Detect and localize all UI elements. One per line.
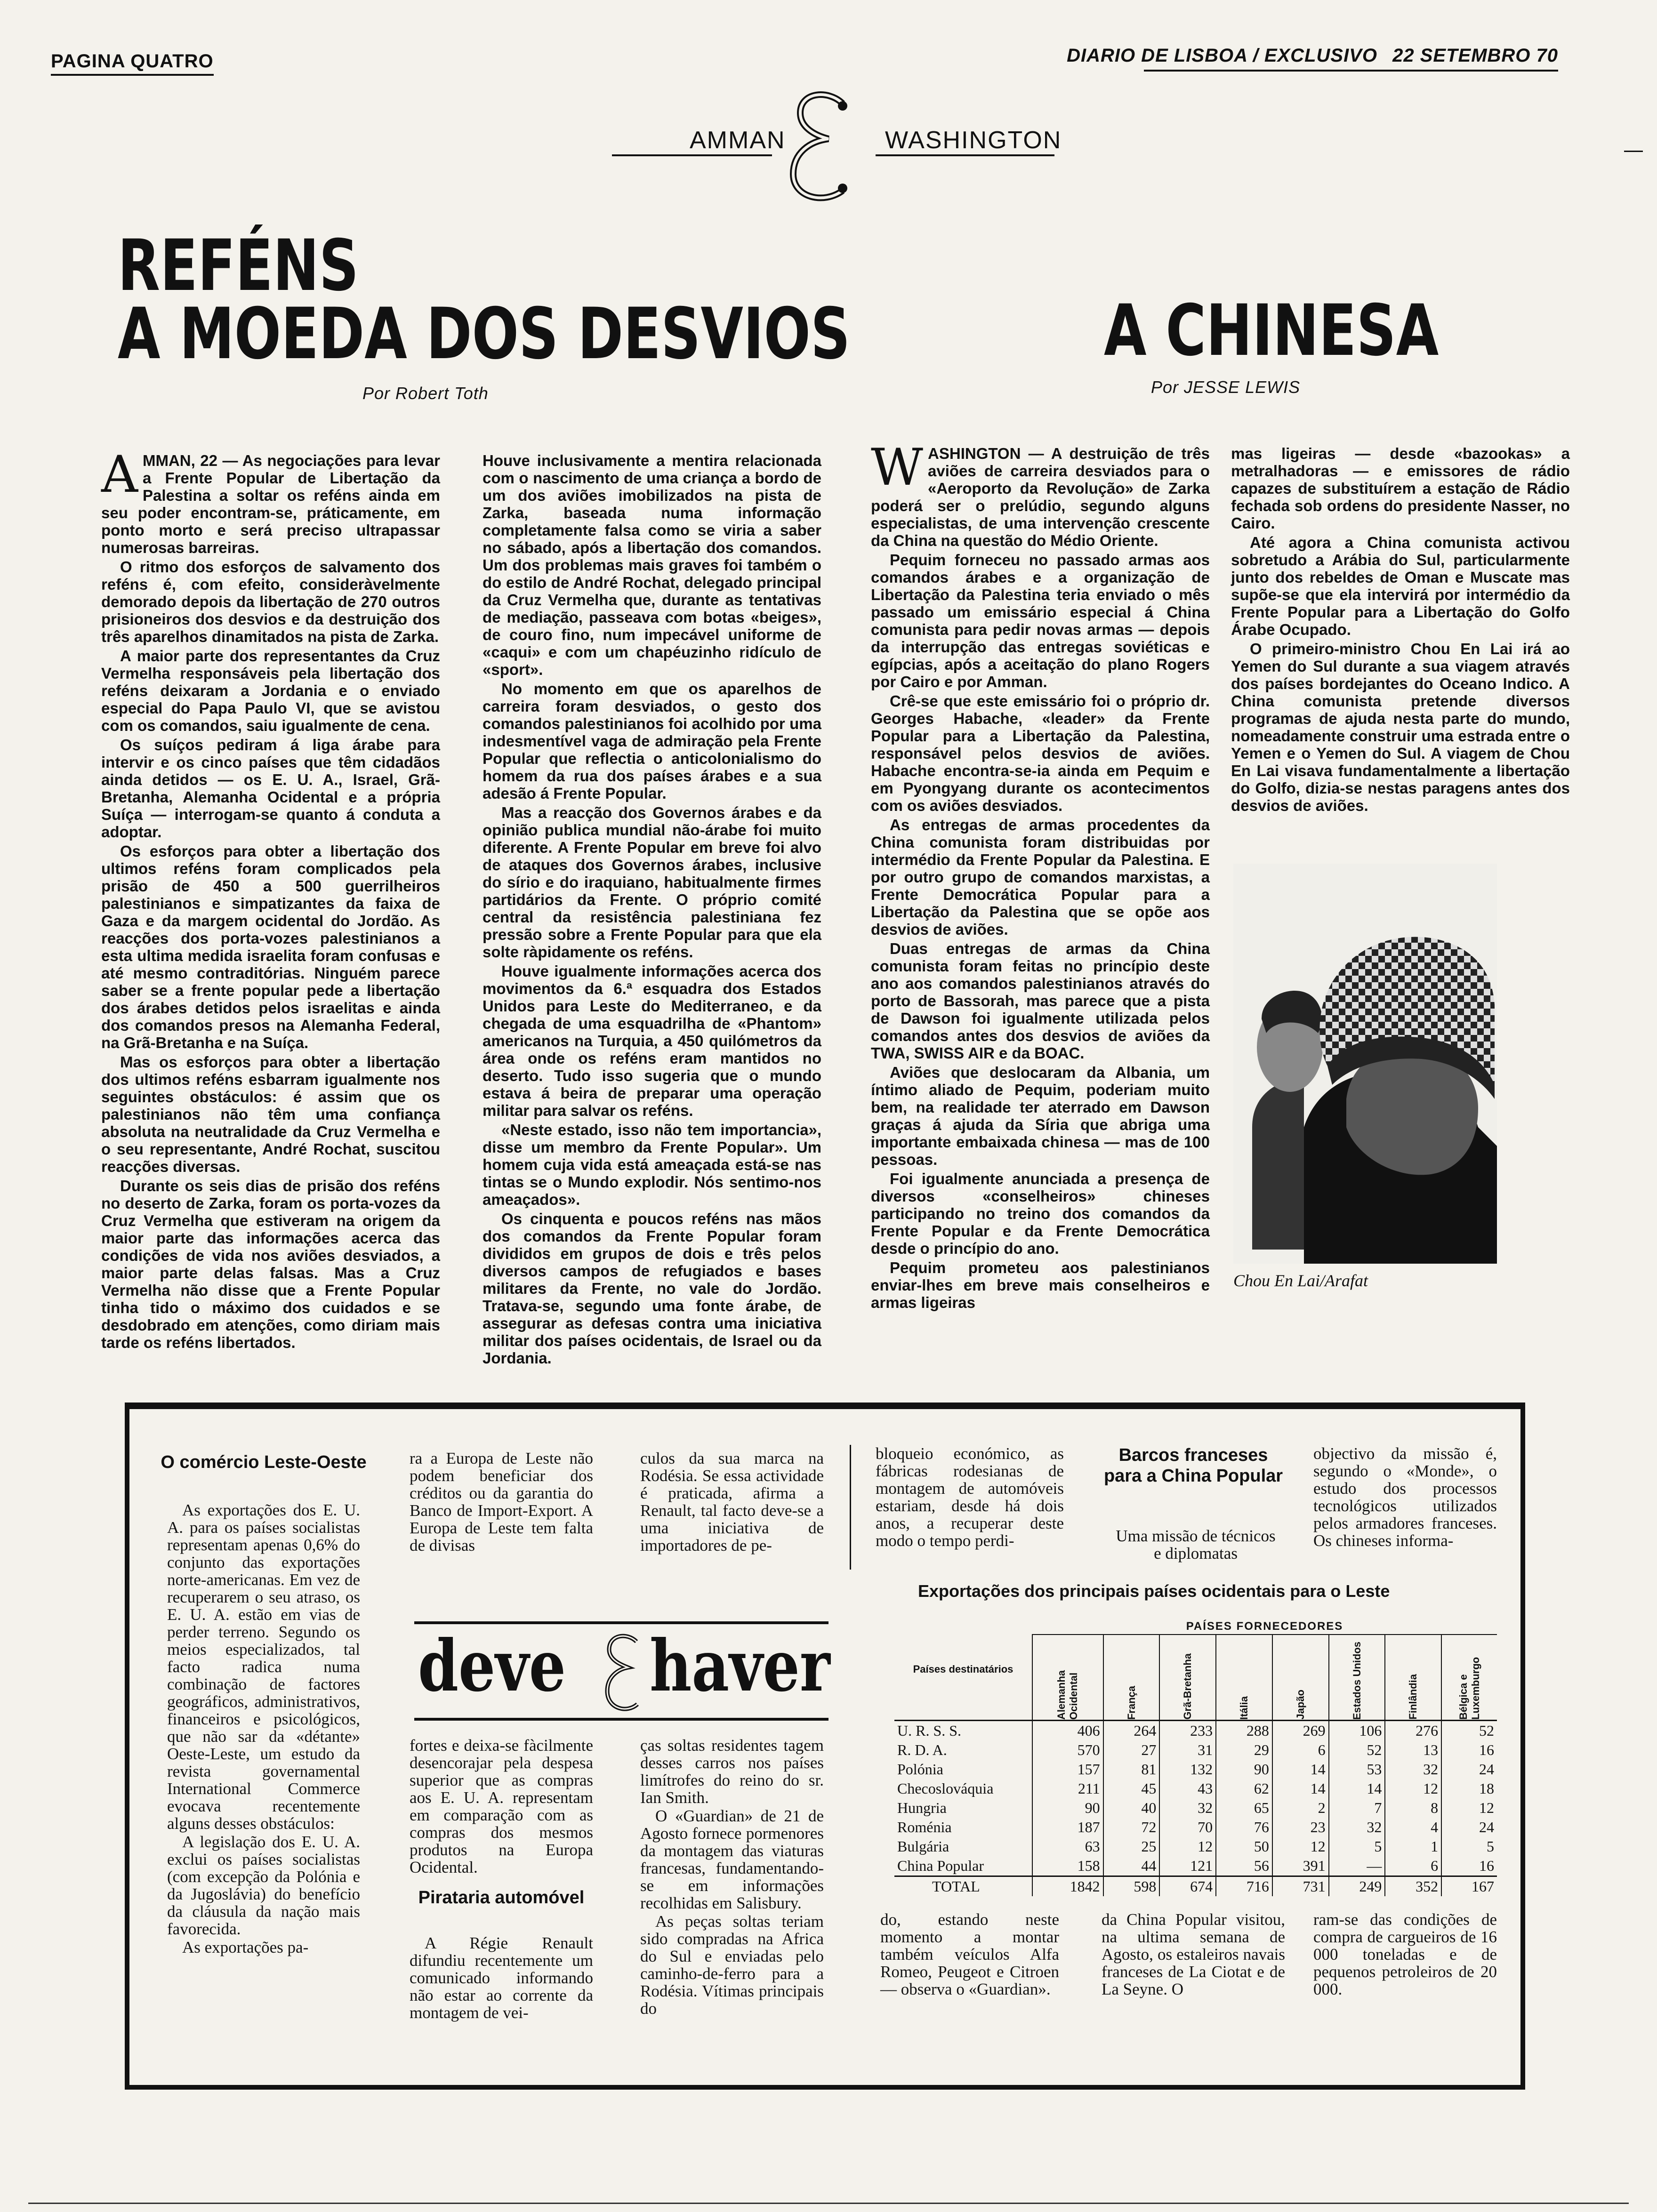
column-header: [1329, 1635, 1385, 1721]
table-cell: 8: [1385, 1798, 1441, 1818]
article1-headline-line1: REFÉNS: [118, 225, 359, 307]
table-row: [894, 1740, 1497, 1760]
table-cell: 264: [1103, 1721, 1160, 1741]
paragraph: da China Popular visitou, na ultima semana de Agosto, os estaleiros navais franceses de La Ciotat e de La Seyne. O: [1102, 1910, 1285, 1998]
paragraph: No momento em que os aparelhos de carreira foram desviados, o gesto dos comandos palestinianos foi acolhido por uma indesmentível vaga de admiração pela Frente Popular que reflectia o anticolonialismo do homem da rua dos países árabes e a sua adesão á Frente Popular.: [483, 680, 821, 802]
table-cell: 72: [1103, 1818, 1160, 1837]
table-cell: 249: [1329, 1876, 1385, 1897]
paragraph: Os esforços para obter a libertação dos ultimos reféns foram complicados pela prisão de 450 a 500 guerrilheiros palestinianos e simpatizantes da faixa de Gaza e da margem ocidental do Jordão. As reacções dos porta-vozes palestinianos a esta ultima medida israelita foram confusas e até mesmo contraditórias. Ninguém parece saber se a frente popular pede a libertação dos árabes detidos pelos israelitas e ainda dos comandos presos na Alemanha Federal, na Grã-Bretanha e na Suíça.: [101, 842, 440, 1051]
paragraph: Mas a reacção dos Governos árabes e da opinião publica mundial não-árabe foi muito diferente. A Frente Popular em breve foi alvo de ataques dos Governos árabes, inclusive do sírio e do iraquiano, habitualmente firmes partidários da Frente. O próprio comité central da resistência palestiniana fez pressão sobre a Frente Popular para que ela solte ràpidamente os reféns.: [483, 804, 821, 961]
article1-headline-line2: A MOEDA DOS DESVIOS: [118, 293, 851, 375]
row-name: Bulgária: [897, 1838, 949, 1855]
column-header-label: Itália: [1238, 1696, 1250, 1720]
page-bottom-rule: [28, 2203, 1629, 2204]
paragraph: O primeiro-ministro Chou En Lai irá ao Yemen do Sul durante a sua viagem através dos países bordejantes do Oceano Indico. A China comunista pretende diversos programas de ajuda nesta parte do mundo, nomeadamente construir uma estrada entre o Yemen e o Yemen do Sul. A viagem de Chou En Lai visava fundamentalmente a libertação do Golfo, dizia-se nestas paragens antes dos desvios de aviões.: [1231, 640, 1570, 814]
row-name: Hungria: [897, 1799, 947, 1816]
pirataria-heading: Pirataria automóvel: [418, 1888, 585, 1907]
column-header-label: França: [1125, 1685, 1137, 1720]
table-cell: 106: [1329, 1721, 1385, 1741]
paragraph: bloqueio económico, as fábricas rodesianas de montagem de automóveis estariam, desde há dois anos, a recuperar deste modo o tempo perdi-: [876, 1444, 1064, 1550]
column-divider: [850, 1445, 851, 1570]
table-cell: 32: [1159, 1798, 1216, 1818]
deve-word: deve: [418, 1625, 566, 1707]
table-row: [894, 1856, 1497, 1876]
table-cell: 53: [1329, 1760, 1385, 1779]
table-cell: 50: [1216, 1837, 1272, 1856]
row-name: Roménia: [897, 1819, 952, 1835]
table-cell: —: [1329, 1856, 1385, 1876]
column-header: [1216, 1635, 1272, 1721]
table-cell: 5: [1329, 1837, 1385, 1856]
table-row: [894, 1779, 1497, 1798]
table-row: [894, 1798, 1497, 1818]
barcos-column-2-bottom: [1313, 1911, 1497, 1999]
barcos-column-bottom: [1102, 1911, 1285, 1999]
article1-byline: Por Robert Toth: [362, 384, 489, 403]
column-header: [1385, 1635, 1441, 1721]
column-header-label: Grã-Bretanha: [1182, 1653, 1194, 1720]
table-cell: 233: [1159, 1721, 1216, 1741]
column-header-label: Bélgica e Luxemburgo: [1457, 1657, 1481, 1720]
table-cell: 70: [1159, 1818, 1216, 1837]
paragraph: Mas os esforços para obter a libertação dos ultimos reféns esbarram igualmente nos seguintes obstáculos: é assim que os palestinianos não têm uma confiança absoluta na neutralidade da Cruz Vermelha e o seu representante, André Rochat, suscitou reacções diversas.: [101, 1053, 440, 1175]
drop-cap-w: W: [871, 438, 924, 497]
column-header-label: Japão: [1294, 1690, 1306, 1720]
comercio-column-2-bottom: [410, 1737, 593, 1877]
paragraph: ram-se das condições de compra de cargueiros de 16 000 toneladas e de pequenos petroleiros de 20 000.: [1313, 1910, 1497, 1998]
deve-bottom-rule: [414, 1718, 828, 1721]
table-cell: 14: [1272, 1779, 1329, 1798]
table-body: [894, 1721, 1497, 1897]
paragraph: mas ligeiras — desde «bazookas» a metralhadoras — e emissores de rádio capazes de substituírem a estação de Rádio fechada sob ordens do presidente Nasser, no Cairo.: [1231, 445, 1570, 532]
table-cell: 12: [1385, 1779, 1441, 1798]
table-cell: 132: [1159, 1760, 1216, 1779]
section-left-rule: [125, 1403, 129, 2090]
drop-cap-a: A: [101, 445, 138, 504]
pirataria-column: [410, 1934, 593, 2022]
logo-left-word: AMMAN: [690, 127, 786, 154]
comercio-column: [167, 1501, 360, 1957]
row-name: U. R. S. S.: [897, 1722, 962, 1739]
pirataria-column-2: [640, 1737, 824, 2018]
table-cell: 16: [1441, 1740, 1497, 1760]
table-cell: 7: [1329, 1798, 1385, 1818]
table-cell: 52: [1441, 1721, 1497, 1741]
paragraph: do, estando neste momento a montar também veículos Alfa Romeo, Peugeot e Citroen — observa o «Guardian».: [880, 1910, 1059, 1998]
paragraph: ças soltas residentes tagem desses carros nos países limítrofes do reino do sr. Ian Smith.: [640, 1736, 824, 1807]
comercio-column-2-top: [410, 1450, 593, 1555]
paragraph: Até agora a China comunista activou sobretudo a Arábia do Sul, particularmente junto dos rebeldes de Oman e Muscate mas supõe-se que ela intervirá por intermédio da Frente Popular para a Libertação do Golfo Árabe Ocupado.: [1231, 534, 1570, 638]
paragraph: As peças soltas teriam sido compradas na Africa do Sul e enviadas pelo caminho-de-ferro para a Rodésia. Vítimas principais do: [640, 1912, 824, 2018]
table-cell: 288: [1216, 1721, 1272, 1741]
masthead: [1057, 45, 1558, 66]
deve-top-rule: [414, 1621, 828, 1624]
table-cell: 56: [1216, 1856, 1272, 1876]
table-cell: 2: [1272, 1798, 1329, 1818]
table-cell: 13: [1385, 1740, 1441, 1760]
table-row: [894, 1837, 1497, 1856]
table-cell: 29: [1216, 1740, 1272, 1760]
article2-column-1: [871, 438, 1210, 1313]
paragraph: Crê-se que este emissário foi o próprio dr. Georges Habache, «leader» da Frente Popular para a Libertação da Palestina, responsável pelos desvios de aviões. Habache encontra-se-ia ainda em Pequim e em Pyongyang durante os acontecimentos com os aviões desviados.: [871, 692, 1210, 814]
table-cell: 32: [1385, 1760, 1441, 1779]
paragraph: A legislação dos E. U. A. exclui os países socialistas (com excepção da Polónia e da Jugoslávia) do benefício da cláusula da nação mais favorecida.: [167, 1833, 360, 1938]
deve-haver-logo: [414, 1621, 828, 1725]
table-cell: 40: [1103, 1798, 1160, 1818]
paragraph: As entregas de armas procedentes da China comunista foram distribuidas por intermédio da Frente Popular da Palestina. E por outro grupo de comandos marxistas, a Frente Democrática Popular para a Libertação da Palestina que se opõe aos desvios de aviões.: [871, 816, 1210, 938]
table-cell: 65: [1216, 1798, 1272, 1818]
paragraph: Houve inclusivamente a mentira relacionada com o nascimento de uma criança a bordo de um dos aviões imobilizados na pista de Zarka, baseada numa informação completamente falsa como se viria a saber no sábado, após a libertação dos comandos. Um dos problemas mais graves foi também o do estilo de André Rochat, delegado principal da Cruz Vermelha que, durante as tentativas de mediação, passeava com botas «beiges», de couro fino, num impecável uniforme de «caqui» e com um chapéuzinho ridículo de «sport».: [483, 452, 821, 678]
table-cell: 81: [1103, 1760, 1160, 1779]
column-header: [1441, 1635, 1497, 1721]
paragraph: Pequim prometeu aos palestinianos enviar-lhes em breve mais conselheiros e armas ligeiras: [871, 1259, 1210, 1311]
table-cell: 12: [1159, 1837, 1216, 1856]
paragraph: Duas entregas de armas da China comunista foram feitas no princípio deste ano aos comandos palestinianos através do porto de Bassorah, mas parece que a pista de Dawson foi igualmente utilizada pelos comandos antes dos desvios de aviões da TWA, SWISS AIR e da BOAC.: [871, 940, 1210, 1062]
barcos-column-2-top: [1313, 1445, 1497, 1550]
table-cell: 62: [1216, 1779, 1272, 1798]
paragraph: culos da sua marca na Rodésia. Se essa actividade é praticada, afirma a Renault, tal facto deve-se a uma iniciativa de importadores de pe-: [640, 1449, 824, 1555]
paragraph: A maior parte dos representantes da Cruz Vermelha responsáveis pela libertação dos reféns deixaram a Jordania e o enviado especial do Papa Paulo VI, que se avistou com os comandos, saiu igualmente de cena.: [101, 647, 440, 734]
table-cell: 45: [1103, 1779, 1160, 1798]
paragraph: «Neste estado, isso não tem importancia», disse um membro da Frente Popular». Um homem cuja vida está ameaçada está-se nas tintas se o Mundo explodir. Nós sentimo-nos ameaçados».: [483, 1121, 821, 1208]
section-top-rule: [125, 1403, 1525, 1409]
paragraph: As exportações dos E. U. A. para os países socialistas representam apenas 0,6% do conjunto das exportações norte-americanas. Em vez de recuperarem o seu atraso, os E. U. A. estão em vias de perder terreno. Segundo os meios especializados, tal facto radica numa combinação de factores geográficos, administrativos, financeiros e psicológicos, que não sar da «détante» Oeste-Leste, um estudo da revista governamental International Commerce evocava recentemente alguns desses obstáculos:: [167, 1501, 360, 1833]
dest-header: Países destinatários: [894, 1619, 1032, 1721]
table-cell: 16: [1441, 1856, 1497, 1876]
table-cell: 570: [1032, 1740, 1103, 1760]
article2-column-2: [1231, 445, 1570, 816]
comercio-column-3-top: [640, 1450, 824, 1555]
logo-left-rule: [612, 154, 772, 156]
table-cell: 6: [1385, 1856, 1441, 1876]
row-name: Polónia: [897, 1761, 943, 1778]
table-row: [894, 1760, 1497, 1779]
table-cell: 52: [1329, 1740, 1385, 1760]
table-cell: 24: [1441, 1818, 1497, 1837]
table-cell: 25: [1103, 1837, 1160, 1856]
paragraph: MMAN, 22 — As negociações para levar a Frente Popular de Libertação da Palestina a soltar os reféns ainda em seu poder encontram-se, práticamente, em ponto morto e será preciso ultrapassar numerosas barreiras.: [101, 452, 440, 556]
table-cell: 32: [1329, 1818, 1385, 1837]
pirataria-column-3: [876, 1445, 1064, 1550]
table-cell: 24: [1441, 1760, 1497, 1779]
table-cell: 6: [1272, 1740, 1329, 1760]
paragraph: Aviões que deslocaram da Albania, um íntimo aliado de Pequim, poderiam muito bem, na realidade ter aterrado em Dawson graças á ajuda da Síria que abriga uma importante embaixada chinesa — mas de 100 pessoas.: [871, 1064, 1210, 1168]
table-cell: 76: [1216, 1818, 1272, 1837]
table-cell: 269: [1272, 1721, 1329, 1741]
table-cell: 716: [1216, 1876, 1272, 1897]
column-header-label: Alemanha Ocidental: [1055, 1670, 1080, 1720]
table-cell: 187: [1032, 1818, 1103, 1837]
table-cell: 406: [1032, 1721, 1103, 1741]
table-total-row: [894, 1876, 1497, 1897]
table-cell: 12: [1272, 1837, 1329, 1856]
comercio-heading: O comércio Leste-Oeste: [161, 1452, 367, 1472]
column-header: [1032, 1635, 1103, 1721]
table-cell: 14: [1272, 1760, 1329, 1779]
table-cell: 121: [1159, 1856, 1216, 1876]
paragraph: As exportações pa-: [182, 1938, 309, 1956]
portrait-photo: [1233, 864, 1497, 1264]
exports-table: [894, 1619, 1497, 1896]
table-row: [894, 1818, 1497, 1837]
row-name: TOTAL: [894, 1876, 1032, 1897]
paragraph: objectivo da missão é, segundo o «Monde», o estudo dos processos tecnológicos utilizados pelos armadores franceses. Os chineses informa-: [1313, 1444, 1497, 1550]
table-cell: 18: [1441, 1779, 1497, 1798]
barcos-column-top: [1111, 1527, 1280, 1563]
table-cell: 14: [1329, 1779, 1385, 1798]
paragraph: fortes e deixa-se fàcilmente desencorajar pela despesa superior que as compras aos E. U. A. representam em comparação com as compras dos mesmos produtos na Europa Ocidental.: [410, 1736, 593, 1876]
table-cell: 674: [1159, 1876, 1216, 1897]
paragraph: Os cinquenta e poucos reféns nas mãos dos comandos da Frente Popular foram divididos em grupos de dois e três pelos diversos campos de refugiados e bases militares da Frente, no vale do Jordão. Tratava-se, segundo uma fonte árabe, de assegurar as defesas contra uma iniciativa militar dos países ocidentais, de Israel ou da Jordania.: [483, 1210, 821, 1367]
table-row: [894, 1721, 1497, 1741]
paragraph: A Régie Renault difundiu recentemente um comunicado informando não estar ao corrente da montagem de vei-: [410, 1934, 593, 2022]
column-header-label: Finlândia: [1407, 1674, 1419, 1720]
column-header-label: Estados Unidos: [1351, 1641, 1363, 1720]
table-cell: 44: [1103, 1856, 1160, 1876]
article2-byline: Por JESSE LEWIS: [1151, 377, 1301, 397]
paragraph: O ritmo dos esforços de salvamento dos reféns é, com efeito, consideràvelmente demorado depois da libertação de 270 outros prisioneiros dos desvios e da destruição dos três aparelhos dinamitados na pista de Zarka.: [101, 558, 440, 645]
table-cell: 276: [1385, 1721, 1441, 1741]
paragraph: ra a Europa de Leste não podem beneficiar dos créditos ou da garantia do Banco de Import-Export. A Europa de Leste tem falta de divisas: [410, 1449, 593, 1555]
table-cell: 158: [1032, 1856, 1103, 1876]
column-header: [1103, 1635, 1160, 1721]
article2-headline: A CHINESA: [1104, 290, 1439, 372]
table-cell: 12: [1441, 1798, 1497, 1818]
table-cell: 352: [1385, 1876, 1441, 1897]
table-cell: 1842: [1032, 1876, 1103, 1897]
issue-date: 22 SETEMBRO 70: [1392, 45, 1558, 66]
article1-column-2: [483, 452, 821, 1369]
row-name: Checoslováquia: [897, 1780, 994, 1797]
ampersand-logo-icon: [772, 85, 876, 207]
haver-word: haver: [650, 1625, 830, 1707]
logo-right-word: WASHINGTON: [885, 127, 1062, 154]
table-cell: 5: [1441, 1837, 1497, 1856]
table-cell: 90: [1216, 1760, 1272, 1779]
table-cell: 43: [1159, 1779, 1216, 1798]
pirataria-column-4: [880, 1911, 1059, 1999]
logo-right-rule: [876, 154, 1054, 156]
table-title: Exportações dos principais países ocidentais para o Leste: [918, 1581, 1390, 1601]
table-cell: 4: [1385, 1818, 1441, 1837]
table-cell: 598: [1103, 1876, 1160, 1897]
paragraph: Durante os seis dias de prisão dos reféns no deserto de Zarka, foram os porta-vozes da Cruz Vermelha que estiveram na origem da maior parte das informações acerca das condições de vida nos aviões desviados, a maior parte delas falsas. Mas a Cruz Vermelha não disse que a Frente Popular tinha tido o máximo dos cuidados e se desdobrado em atenções, como diriam mais tarde os reféns libertados.: [101, 1177, 440, 1351]
column-header: [1272, 1635, 1329, 1721]
group-header: PAÍSES FORNECEDORES: [1032, 1619, 1497, 1635]
table-cell: 391: [1272, 1856, 1329, 1876]
table-cell: 157: [1032, 1760, 1103, 1779]
table-cell: 90: [1032, 1798, 1103, 1818]
table-cell: 27: [1103, 1740, 1160, 1760]
page-label: PAGINA QUATRO: [51, 51, 214, 76]
barcos-heading: Barcos franceses para a China Popular: [1103, 1445, 1283, 1486]
paragraph: Houve igualmente informações acerca dos movimentos da 6.ª esquadra dos Estados Unidos para Leste do Mediterraneo, e da chegada de uma esquadrilha de «Phantom» americanos na Turquia, a 450 quilómetros da área onde os reféns eram mantidos no deserto. Tudo isso sugeria que o mundo estava á beira de preparar uma operação militar para salvar os reféns.: [483, 962, 821, 1119]
ampersand-icon: [599, 1630, 651, 1715]
paragraph: Pequim forneceu no passado armas aos comandos árabes e a organização de Libertação da Palestina teria enviado o mês passado um emissário especial á China comunista para pedir novas armas — depois da interrupção das entregas soviéticas e egípcias, após a aceitação do plano Rogers por Cairo e por Amman.: [871, 551, 1210, 690]
table-cell: 167: [1441, 1876, 1497, 1897]
masthead-rule: [1144, 70, 1558, 72]
table-cell: 63: [1032, 1837, 1103, 1856]
section-bottom-rule: [125, 2085, 1525, 2090]
section-right-rule: [1520, 1403, 1525, 2090]
margin-mark: [1624, 151, 1643, 152]
table-cell: 211: [1032, 1779, 1103, 1798]
paper-name: DIARIO DE LISBOA / EXCLUSIVO: [1067, 45, 1377, 66]
row-name: R. D. A.: [897, 1741, 947, 1758]
paragraph: O «Guardian» de 21 de Agosto fornece pormenores da montagem das viaturas francesas, fundamentando-se em informações recolhidas em Salisbury.: [640, 1807, 824, 1912]
article1-column-1: [101, 445, 440, 1353]
paragraph: Os suíços pediram á liga árabe para intervir e os cinco países que têm cidadãos ainda detidos — os E. U. A., Israel, Grã-Bretanha, Alemanha Ocidental e a própria Suíça — interrogam-se quanto á conduta a adoptar.: [101, 736, 440, 841]
table-cell: 1: [1385, 1837, 1441, 1856]
table-cell: 731: [1272, 1876, 1329, 1897]
row-name: China Popular: [897, 1857, 984, 1874]
table-cell: 23: [1272, 1818, 1329, 1837]
column-header: [1159, 1635, 1216, 1721]
photo-caption: Chou En Lai/Arafat: [1233, 1271, 1368, 1290]
table-cell: 31: [1159, 1740, 1216, 1760]
paragraph: Uma missão de técnicos e diplomatas: [1116, 1527, 1276, 1563]
paragraph: ASHINGTON — A destruição de três aviões de carreira desviados para o «Aeroporto da Revolução» de Zarka poderá ser o prelúdio, segundo alguns especialistas, de uma intervenção crescente da China na questão do Médio Oriente.: [871, 445, 1210, 549]
paragraph: Foi igualmente anunciada a presença de diversos «conselheiros» chineses participando no treino dos comandos da Frente Popular e da Frente Democrática desde o princípio do ano.: [871, 1170, 1210, 1257]
